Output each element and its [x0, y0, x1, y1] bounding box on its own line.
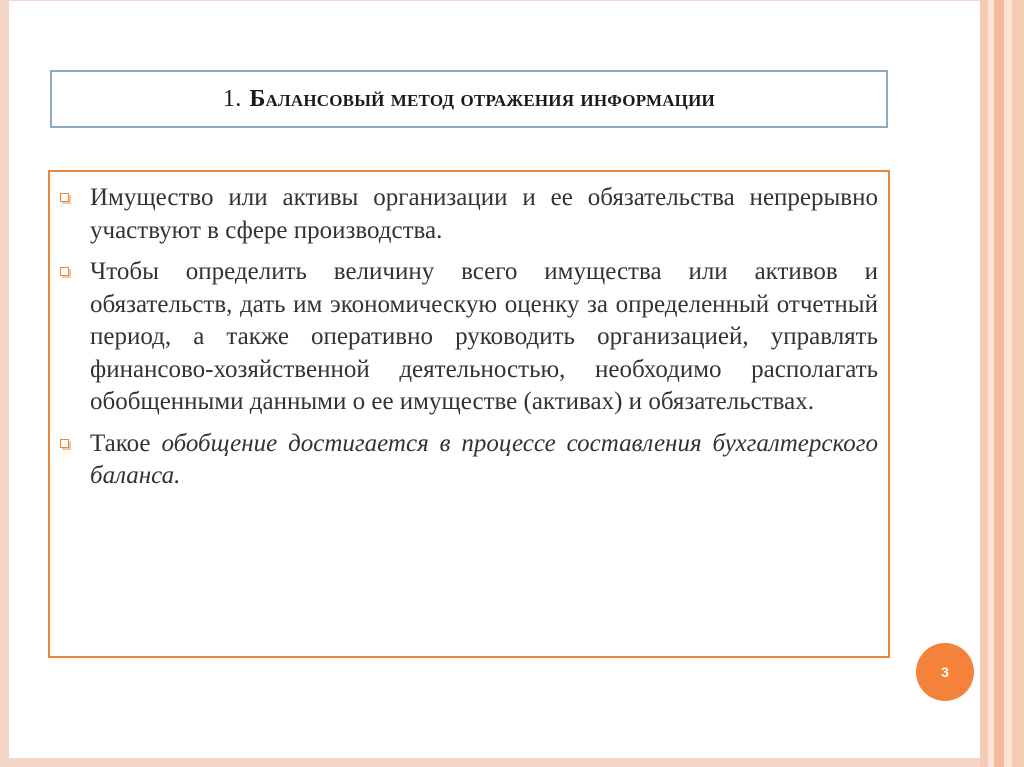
stripe: [1004, 0, 1012, 767]
stripe: [1012, 0, 1024, 767]
title-number: 1.: [223, 85, 242, 112]
stripe: [980, 0, 988, 767]
slide-title: [223, 86, 715, 113]
page-number-badge: [916, 643, 974, 701]
bullet-text: Имущество или активы организации и ее обязательства непрерывно участвуют в сфере производства.: [90, 184, 878, 244]
bullet-item: [90, 428, 878, 493]
title-text: Балансовый метод отражения информации: [249, 85, 715, 112]
bullet-item: [90, 182, 878, 247]
bullet-item: [90, 256, 878, 419]
decorative-stripes: [980, 0, 1024, 767]
square-bullet-icon: [60, 193, 69, 202]
stripe: [994, 0, 1004, 767]
bullet-list: [90, 182, 878, 493]
bullet-text: Чтобы определить величину всего имущества или активов и обязательств, дать им экономическую оценку за определенный отчетный период, а также оперативно руководить организацией, управлять финансово-хозяйственной деятельностью, необходимо располагать обобщенными данными о ее имуществе (активах) и обязательствах.: [90, 258, 878, 415]
content-box: [48, 170, 890, 658]
bullet-text-prefix: Такое: [90, 429, 162, 457]
square-bullet-icon: [60, 439, 69, 448]
slide-title-box: [50, 70, 888, 128]
page-number: 3: [941, 664, 949, 680]
bullet-text-italic: обобщение достигается в процессе составления бухгалтерского баланса.: [90, 429, 878, 489]
square-bullet-icon: [60, 267, 69, 276]
